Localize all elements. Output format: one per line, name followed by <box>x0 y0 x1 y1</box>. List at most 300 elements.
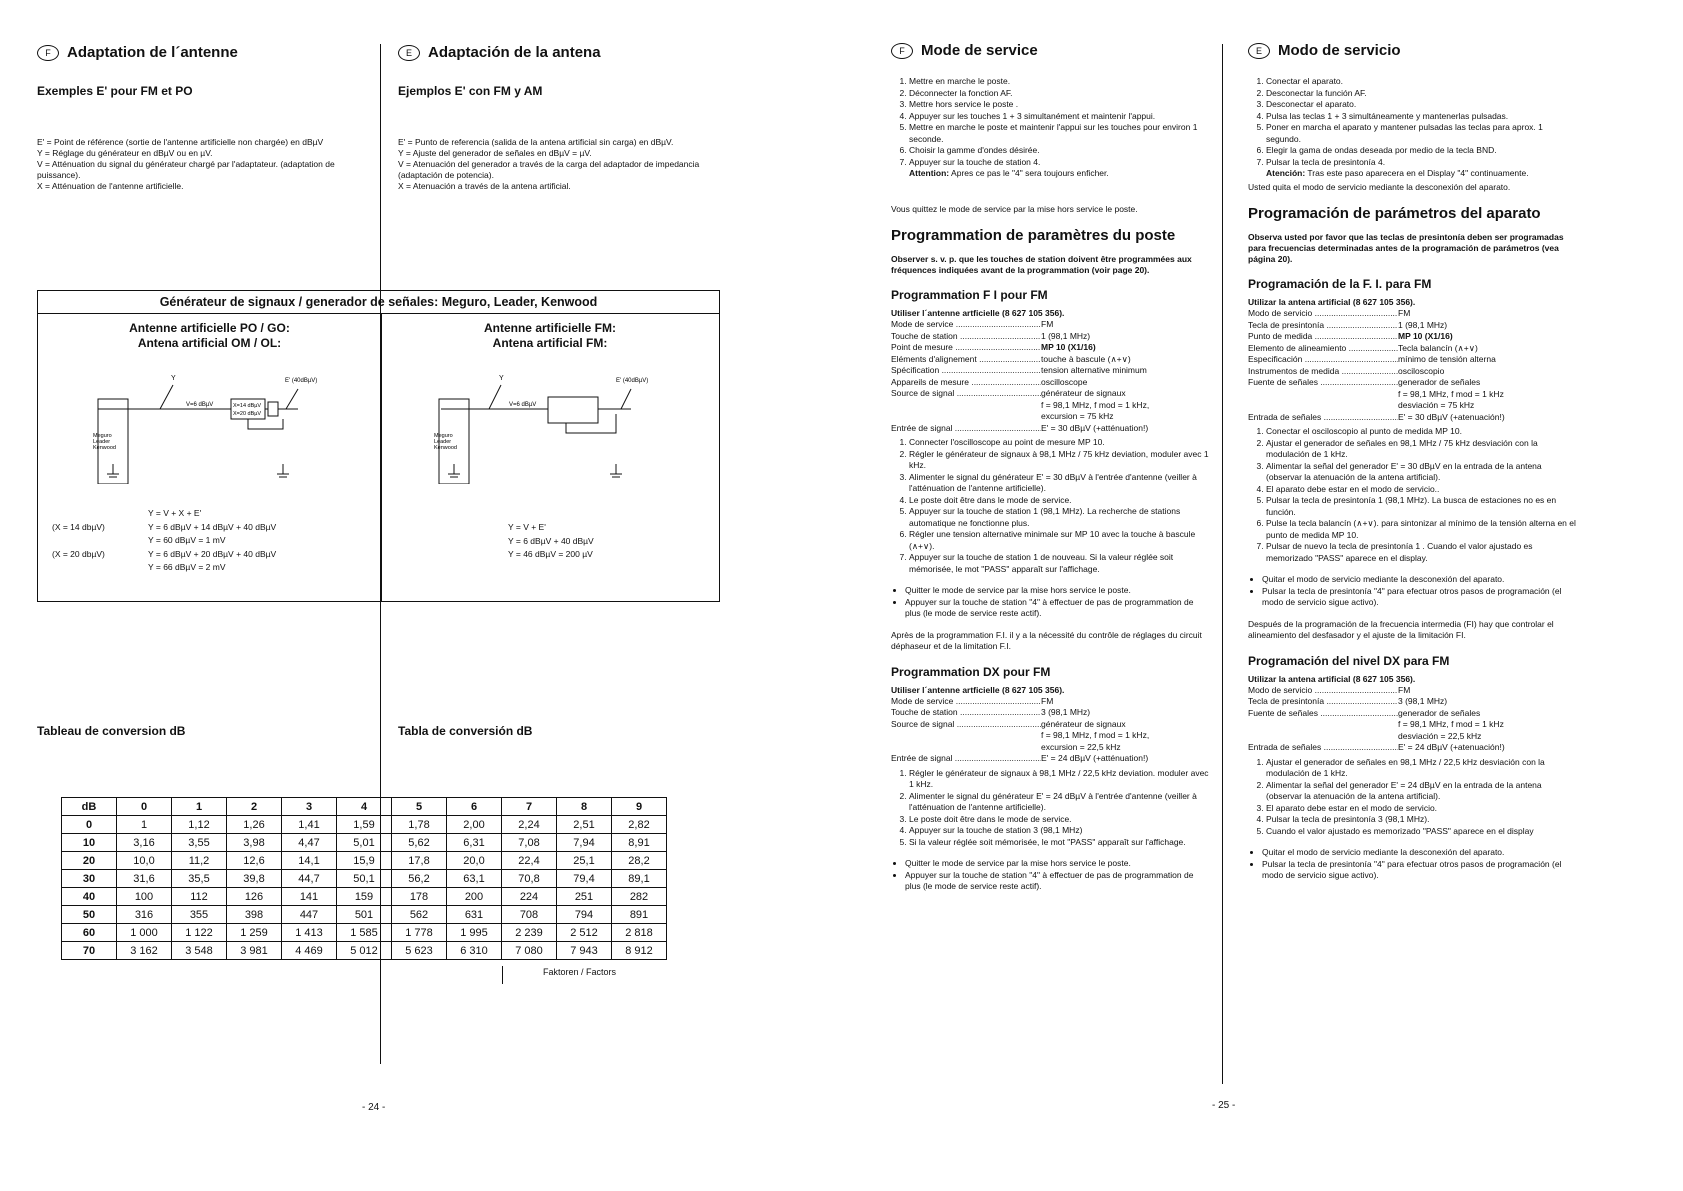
generator-divider <box>381 314 382 601</box>
table-cell: 2,24 <box>502 816 557 834</box>
loop-line <box>248 419 283 429</box>
am-antenna-title <box>38 321 381 351</box>
table-cell: 2,51 <box>557 816 612 834</box>
x-condition: (X = 14 dbµV) <box>52 521 105 532</box>
table-cell: 501 <box>337 906 392 924</box>
setting-value: oscilloscope <box>1041 376 1088 387</box>
list-item: 6. Régler une tension alternative minimale sur MP 10 avec la touche à bascule (∧+∨). <box>909 529 1211 552</box>
table-header-cell: 3 <box>282 798 337 816</box>
definition: E' = Point de référence (sortie de l'antenne artificielle non chargée) en dBµV <box>37 137 324 147</box>
setting-value: FM <box>1398 684 1411 695</box>
definition: V = Atenuación del generador a través de la carga del adaptador de impedancia (adaptación de potencia). <box>398 159 700 180</box>
list-item: 3. Le poste doit être dans le mode de service. <box>909 814 1211 826</box>
list-item: 1. Conectar el aparato. <box>1266 76 1578 88</box>
table-body <box>62 816 667 960</box>
setting-key: Tecla de presintonía ..... <box>1248 696 1398 708</box>
table-row-header: 20 <box>62 852 117 870</box>
signal-spec <box>891 730 1211 753</box>
attention-label: Attention: <box>909 168 950 178</box>
setting-key: Point de mesure ..... <box>891 342 1041 354</box>
fr-fi-antenna: Utiliser l´antenne artficielle (8 627 105 356). <box>891 308 1065 318</box>
table-cell: 50,1 <box>337 870 392 888</box>
table-cell: 159 <box>337 888 392 906</box>
list-item: 4. Appuyer sur les touches 1 + 3 simultanément et maintenir l'appui. <box>909 111 1211 123</box>
setting-value: FM <box>1041 695 1054 706</box>
setting-value: generador de señales <box>1398 707 1481 718</box>
setting-value: Tecla balancín (∧+∨) <box>1398 342 1478 353</box>
setting-key: Punto de medida ..... <box>1248 331 1398 343</box>
list-item: 7. Pulsar la tecla de presintonía 4. <box>1266 157 1578 169</box>
setting-key: Entrée de signal ..... <box>891 753 1041 765</box>
fr-column <box>891 76 1211 893</box>
table-cell: 4 469 <box>282 942 337 960</box>
table-row <box>62 870 667 888</box>
list-item: 6. Pulse la tecla balancín (∧+∨). para sintonizar al mínimo de la tensión alterna en el punto de medida MP 10. <box>1266 518 1578 541</box>
signal-spec <box>1248 719 1578 742</box>
table-row-header: 30 <box>62 870 117 888</box>
table-cell: 7,94 <box>557 834 612 852</box>
list-item: 2. Alimentar la señal del generador E' = 24 dBµV en la entrada de la antena (observar la atenuación de la antena artificial). <box>1266 780 1578 803</box>
list-item: 4. El aparato debe estar en el modo de servicio.. <box>1266 484 1578 496</box>
table-cell: 56,2 <box>392 870 447 888</box>
definition: Y = Ajuste del generador de señales en dBµV = µV. <box>398 148 592 158</box>
setting-value: 1 (98,1 MHz) <box>1041 330 1091 341</box>
es-prog-heading: Programación de parámetros del aparato <box>1248 205 1541 222</box>
table-cell: 100 <box>117 888 172 906</box>
list-item: • Appuyer sur la touche de station "4" à effectuer de pas de programmation de plus (le mode de service reste actif). <box>905 597 1211 620</box>
es-dx-bullets <box>1248 847 1578 882</box>
list-item: 3. El aparato debe estar en el modo de servicio. <box>1266 803 1578 815</box>
am-title-fr: Antenne artificielle PO / GO: <box>129 321 290 335</box>
table-cell: 708 <box>502 906 557 924</box>
signal-spec-line: f = 98,1 MHz, f mod = 1 kHz <box>1398 719 1504 729</box>
table-row <box>62 834 667 852</box>
table-cell: 6,31 <box>447 834 502 852</box>
signal-spec <box>1248 389 1578 412</box>
fr-attention <box>891 168 1211 180</box>
es-service-heading <box>1248 42 1401 59</box>
page-number-right: - 25 - <box>1212 1100 1236 1111</box>
x-condition: (X = 20 dbµV) <box>52 548 105 559</box>
signal-generator-box <box>37 290 720 602</box>
table-row-header: 10 <box>62 834 117 852</box>
signal-spec-line: desviación = 22,5 kHz <box>1398 730 1482 741</box>
table-cell: 10,0 <box>117 852 172 870</box>
table-cell: 631 <box>447 906 502 924</box>
table-cell: 316 <box>117 906 172 924</box>
setting-value: E' = 24 dBµV (+atténuation!) <box>1041 753 1149 763</box>
fr-service-heading <box>891 42 1038 59</box>
table-cell: 31,6 <box>117 870 172 888</box>
table-cell: 2 818 <box>612 924 667 942</box>
e-label: E' (40dBµV) <box>616 378 649 384</box>
formula: Y = 6 dBµV + 40 dBµV <box>508 535 594 546</box>
setting-key: Mode de service ..... <box>891 696 1041 708</box>
column-divider-right <box>1222 44 1223 1084</box>
list-item: • Quitter le mode de service par la mise hors service le poste. <box>905 585 1211 597</box>
setting-key: Fuente de señales ..... <box>1248 377 1398 389</box>
table-row <box>62 906 667 924</box>
table-header-cell: 4 <box>337 798 392 816</box>
table-cell: 70,8 <box>502 870 557 888</box>
setting-key: Mode de service ..... <box>891 319 1041 331</box>
table-header-cell: 9 <box>612 798 667 816</box>
table-cell: 3,98 <box>227 834 282 852</box>
table-header-row <box>62 798 667 816</box>
table-cell: 1,12 <box>172 816 227 834</box>
fr-prog-heading: Programmation de paramètres du poste <box>891 227 1176 244</box>
fm-antenna-diagram <box>431 369 671 484</box>
table-row-header: 50 <box>62 906 117 924</box>
list-item: 1. Régler le générateur de signaux à 98,1 MHz / 22,5 kHz deviation. moduler avec 1 kHz. <box>909 768 1211 791</box>
es-dx-settings <box>1248 685 1578 720</box>
setting-value: E' = 30 dBµV (+atténuation!) <box>1041 422 1149 433</box>
language-badge-fr: F <box>891 43 913 59</box>
table-cell: 1 585 <box>337 924 392 942</box>
list-item: 5. Appuyer sur la touche de station 1 (98,1 MHz). La recherche de stations automatique ne fonctionne plus. <box>909 506 1211 529</box>
page-number-left: - 24 - <box>362 1102 386 1113</box>
list-item: 3. Alimenter le signal du générateur E' = 30 dBµV à l'entrée d'antenne (veiller à l'atténuation de l'antenne artificielle). <box>909 472 1211 495</box>
formula: Y = 66 dBµV = 2 mV <box>148 562 226 572</box>
table-cell: 14,1 <box>282 852 337 870</box>
table-cell: 7 080 <box>502 942 557 960</box>
table-cell: 3 548 <box>172 942 227 960</box>
table-cell: 5,62 <box>392 834 447 852</box>
setting-value: 3 (98,1 MHz) <box>1398 696 1448 706</box>
table-cell: 1,78 <box>392 816 447 834</box>
list-item: 4. Pulsar la tecla de presintonía 3 (98,1 MHz). <box>1266 814 1578 826</box>
table-cell: 1 000 <box>117 924 172 942</box>
signal-spec-line: desviación = 75 kHz <box>1398 400 1475 410</box>
formula: Y = 6 dBµV + 20 dBµV + 40 dBµV <box>148 548 277 559</box>
setting-value: E' = 30 dBµV (+atenuación!) <box>1398 411 1505 422</box>
list-item: 4. Le poste doit être dans le mode de service. <box>909 495 1211 507</box>
definition: E' = Punto de referencia (salida de la antena artificial sin carga) en dBµV. <box>398 137 674 147</box>
signal-spec-line: f = 98,1 MHz, f mod = 1 kHz <box>1398 388 1504 399</box>
setting-key: Tecla de presintonía ..... <box>1248 320 1398 332</box>
ground-symbol-left <box>107 464 119 477</box>
setting-value: FM <box>1041 319 1054 329</box>
ground-symbol-right <box>610 464 622 477</box>
setting-key: Entrée de signal ..... <box>891 423 1041 435</box>
table-row <box>62 924 667 942</box>
table-cell: 7,08 <box>502 834 557 852</box>
list-item: • Pulsar la tecla de presintonía "4" para efectuar otros pasos de programación (el modo de servicio sigue activo). <box>1262 586 1578 609</box>
db-conversion-table <box>61 797 667 960</box>
table-row <box>62 888 667 906</box>
es-fi-antenna: Utilizar la antena artificial (8 627 105 356). <box>1248 297 1416 307</box>
signal-spec-line: f = 98,1 MHz, f mod = 1 kHz, <box>1041 399 1150 410</box>
am-formulas <box>52 507 276 575</box>
es-fi-input <box>1248 412 1578 424</box>
list-item: 6. Elegir la gama de ondas deseada por medio de la tecla BND. <box>1266 145 1578 157</box>
fr-service-heading-text: Mode de service <box>921 42 1038 59</box>
es-quit-note: Usted quita el modo de servicio mediante la desconexión del aparato. <box>1248 181 1511 192</box>
table-cell: 39,8 <box>227 870 282 888</box>
es-service-heading-text: Modo de servicio <box>1278 42 1401 59</box>
table-cell: 63,1 <box>447 870 502 888</box>
fm-title-fr: Antenne artificielle FM: <box>483 321 617 335</box>
es-conversion-title: Tabla de conversión dB <box>398 724 533 738</box>
list-item: • Quitar el modo de servicio mediante la desconexión del aparato. <box>1262 847 1578 859</box>
fr-quit-note: Vous quittez le mode de service par la mise hors service le poste. <box>891 203 1138 214</box>
table-cell: 4,47 <box>282 834 337 852</box>
list-item: • Quitter le mode de service par la mise hors service le poste. <box>905 858 1211 870</box>
table-cell: 3,16 <box>117 834 172 852</box>
am-antenna-diagram <box>88 369 348 484</box>
setting-value: générateur de signaux <box>1041 388 1126 398</box>
list-item: 5. Cuando el valor ajustado es memorizado "PASS" aparece en el display <box>1266 826 1578 838</box>
table-cell: 7 943 <box>557 942 612 960</box>
setting-value: MP 10 (X1/16) <box>1398 331 1453 341</box>
x-label-2: X=20 dBµV <box>233 411 262 417</box>
list-item: • Appuyer sur la touche de station "4" à effectuer de pas de programmation de plus (le mode de service reste actif). <box>905 870 1211 893</box>
table-cell: 224 <box>502 888 557 906</box>
setting-value: générateur de signaux <box>1041 718 1126 729</box>
fr-fi-input <box>891 423 1211 435</box>
pointer-line <box>160 385 173 409</box>
definition: X = Atténuation de l'antenne artificielle. <box>37 181 184 191</box>
setting-key: Fuente de señales ..... <box>1248 708 1398 720</box>
table-cell: 22,4 <box>502 852 557 870</box>
table-header-cell: 2 <box>227 798 282 816</box>
list-item: 1. Connecter l'oscilloscope au point de mesure MP 10. <box>909 437 1211 449</box>
fr-fi-steps <box>891 437 1211 575</box>
signal-spec-line: excursion = 75 kHz <box>1041 411 1114 421</box>
es-antenna-heading <box>398 44 601 61</box>
es-prog-note: Observa usted por favor que las teclas de presintonía deben ser programadas para frecuencias determinadas antes de la programación de parámetros (vea página 20). <box>1248 232 1564 264</box>
table-row <box>62 942 667 960</box>
fr-definitions <box>37 137 362 192</box>
setting-key: Entrada de señales ..... <box>1248 742 1398 754</box>
table-cell: 3 162 <box>117 942 172 960</box>
setting-key: Elemento de alineamiento ..... <box>1248 343 1398 355</box>
source-meguro: Meguro <box>434 433 453 439</box>
list-item: • Pulsar la tecla de presintonía "4" para efectuar otros pasos de programación (el modo de servicio sigue activo). <box>1262 859 1578 882</box>
table-cell: 1,26 <box>227 816 282 834</box>
list-item: 4. Appuyer sur la touche de station 3 (98,1 MHz) <box>909 825 1211 837</box>
table-cell: 355 <box>172 906 227 924</box>
es-examples-subheading: Ejemplos E' con FM y AM <box>398 84 543 98</box>
list-item: 5. Poner en marcha el aparato y mantener pulsadas las teclas para aprox. 1 segundo. <box>1266 122 1578 145</box>
setting-key: Touche de station ..... <box>891 331 1041 343</box>
table-row-header: 60 <box>62 924 117 942</box>
fr-prog-note: Observer s. v. p. que les touches de station doivent être programmées aux fréquences indiquées avant de la programmation (voir page 20). <box>891 254 1192 275</box>
es-column <box>1248 76 1578 882</box>
table-cell: 79,4 <box>557 870 612 888</box>
table-cell: 20,0 <box>447 852 502 870</box>
table-cell: 1 778 <box>392 924 447 942</box>
attention-text: Tras este paso aparecera en el Display "4" continuamente. <box>1307 168 1529 178</box>
table-header-cell: 1 <box>172 798 227 816</box>
generator-title: Générateur de signaux / generador de señales: Meguro, Leader, Kenwood <box>38 291 719 314</box>
setting-key: Modo de servicio ..... <box>1248 685 1398 697</box>
table-header-cell: 7 <box>502 798 557 816</box>
table-cell: 251 <box>557 888 612 906</box>
fr-conversion-title: Tableau de conversion dB <box>37 724 186 738</box>
setting-key: Source de signal ..... <box>891 719 1041 731</box>
es-fi-settings <box>1248 308 1578 389</box>
definition: Y = Réglage du générateur en dBµV ou en µV. <box>37 148 213 158</box>
es-service-steps <box>1248 76 1578 168</box>
attention-text: Apres ce pas le "4" sera toujours enficher. <box>951 168 1109 178</box>
language-badge-es: E <box>1248 43 1270 59</box>
fr-fi-bullets <box>891 585 1211 620</box>
source-leader: Leader <box>93 439 111 445</box>
list-item: 1. Ajustar el generador de señales en 98,1 MHz / 22,5 kHz desviación con la modulación de 1 kHz. <box>1266 757 1578 780</box>
table-cell: 398 <box>227 906 282 924</box>
setting-key: Instrumentos de medida ..... <box>1248 366 1398 378</box>
table-cell: 1 122 <box>172 924 227 942</box>
fm-title-es: Antena artificial FM: <box>492 336 608 350</box>
e-pointer <box>286 389 298 409</box>
table-row <box>62 852 667 870</box>
setting-value: tension alternative minimum <box>1041 365 1147 375</box>
table-cell: 2,82 <box>612 816 667 834</box>
table-cell: 112 <box>172 888 227 906</box>
fr-antenna-heading-text: Adaptation de l´antenne <box>67 44 238 61</box>
table-cell: 891 <box>612 906 667 924</box>
list-item: • Quitar el modo de servicio mediante la desconexión del aparato. <box>1262 574 1578 586</box>
table-row <box>62 816 667 834</box>
list-item: 1. Conectar el osciloscopio al punto de medida MP 10. <box>1266 426 1578 438</box>
fr-fi-after: Après de la programmation F.I. il y a la nécessité du contrôle de réglages du circuit déphaseur et de la limitation F.I. <box>891 629 1202 651</box>
list-item: 7. Pulsar de nuevo la tecla de presintonía 1 . Cuando el valor ajustado es memorizado "PASS" aparece en el display. <box>1266 541 1578 564</box>
v-label: V=6 dBµV <box>186 402 214 408</box>
table-cell: 35,5 <box>172 870 227 888</box>
setting-key: Entrada de señales ..... <box>1248 412 1398 424</box>
list-item: 2. Déconnecter la fonction AF. <box>909 88 1211 100</box>
setting-key: Appareils de mesure ..... <box>891 377 1041 389</box>
es-dx-antenna: Utilizar la antena artificial (8 627 105 356). <box>1248 673 1416 684</box>
fr-service-steps <box>891 76 1211 168</box>
table-cell: 2,00 <box>447 816 502 834</box>
es-dx-heading: Programación del nivel DX para FM <box>1248 653 1450 668</box>
fr-antenna-heading <box>37 44 238 61</box>
setting-value: 3 (98,1 MHz) <box>1041 707 1091 717</box>
table-cell: 44,7 <box>282 870 337 888</box>
table-cell: 562 <box>392 906 447 924</box>
table-header-cell: 8 <box>557 798 612 816</box>
setting-key: Especificación ..... <box>1248 354 1398 366</box>
list-item: 5. Si la valeur réglée soit mémorisée, le mot "PASS" apparaît sur l'affichage. <box>909 837 1211 849</box>
signal-spec-line: excursion = 22,5 kHz <box>1041 741 1121 752</box>
table-cell: 6 310 <box>447 942 502 960</box>
fr-dx-antenna: Utiliser l´antenne artficielle (8 627 105 356). <box>891 684 1065 695</box>
fr-dx-heading: Programmation DX pour FM <box>891 664 1051 679</box>
table-cell: 15,9 <box>337 852 392 870</box>
list-item: 2. Alimenter le signal du générateur E' = 24 dBµV à l'entrée d'antenne (veiller à l'atténuation de l'antenne artificielle). <box>909 791 1211 814</box>
table-header-cell: 6 <box>447 798 502 816</box>
ground-symbol-right <box>277 464 289 477</box>
table-cell: 25,1 <box>557 852 612 870</box>
fr-fi-heading: Programmation F I pour FM <box>891 288 1048 302</box>
table-cell: 178 <box>392 888 447 906</box>
table-cell: 11,2 <box>172 852 227 870</box>
table-header-cell: 5 <box>392 798 447 816</box>
es-fi-heading: Programación de la F. I. para FM <box>1248 277 1432 291</box>
fr-dx-settings <box>891 696 1211 731</box>
table-cell: 3 981 <box>227 942 282 960</box>
source-leader: Leader <box>434 439 452 445</box>
table-row-header: 0 <box>62 816 117 834</box>
table-cell: 17,8 <box>392 852 447 870</box>
x-label-1: X=14 dBµV <box>233 403 262 409</box>
am-title-es: Antena artificial OM / OL: <box>137 336 282 350</box>
setting-key: Modo de servicio ..... <box>1248 308 1398 320</box>
table-header-cell: 0 <box>117 798 172 816</box>
list-item: 5. Mettre en marche le poste et maintenir l'appui sur les touches pour environ 1 seconde. <box>909 122 1211 145</box>
table-cell: 1 <box>117 816 172 834</box>
formula: Y = 46 dBµV = 200 µV <box>508 549 593 559</box>
e-label: E' (40dBµV) <box>285 378 318 384</box>
v-label: V=6 dBµV <box>509 402 537 408</box>
table-header-cell: dB <box>62 798 117 816</box>
source-kenwood: Kenwood <box>93 445 116 451</box>
e-pointer <box>621 389 631 409</box>
table-cell: 5,01 <box>337 834 392 852</box>
fr-dx-bullets <box>891 858 1211 893</box>
pointer-line <box>489 385 501 409</box>
diagram-y-label: Y <box>171 375 176 382</box>
es-attention <box>1248 168 1578 180</box>
formula: Y = V + X + E' <box>148 508 202 518</box>
formula: Y = V + E' <box>508 522 546 532</box>
table-cell: 200 <box>447 888 502 906</box>
signal-spec <box>891 400 1211 423</box>
table-cell: 12,6 <box>227 852 282 870</box>
table-cell: 2 512 <box>557 924 612 942</box>
table-row-header: 40 <box>62 888 117 906</box>
source-meguro: Meguro <box>93 433 112 439</box>
table-cell: 141 <box>282 888 337 906</box>
list-item: 3. Desconectar el aparato. <box>1266 99 1578 111</box>
es-fi-steps <box>1248 426 1578 564</box>
list-item: 2. Desconectar la función AF. <box>1266 88 1578 100</box>
formula: Y = 60 dBµV = 1 mV <box>148 535 226 545</box>
language-badge-fr: F <box>37 45 59 61</box>
table-cell: 2 239 <box>502 924 557 942</box>
list-item: 6. Choisir la gamme d'ondes désirée. <box>909 145 1211 157</box>
definition: V = Atténuation du signal du générateur chargé par l'adaptateur. (adaptation de puissance). <box>37 159 335 180</box>
fr-dx-input <box>891 753 1211 765</box>
table-cell: 3,55 <box>172 834 227 852</box>
list-item: 3. Mettre hors service le poste . <box>909 99 1211 111</box>
table-cell: 126 <box>227 888 282 906</box>
table-cell: 28,2 <box>612 852 667 870</box>
list-item: 3. Alimentar la señal del generador E' = 30 dBµV en la entrada de la antena (observar la atenuación de la antena artificial). <box>1266 461 1578 484</box>
table-row-header: 70 <box>62 942 117 960</box>
list-item: 1. Mettre en marche le poste. <box>909 76 1211 88</box>
table-cell: 1,59 <box>337 816 392 834</box>
fm-formulas <box>508 521 594 562</box>
table-cell: 8,91 <box>612 834 667 852</box>
signal-spec-line: f = 98,1 MHz, f mod = 1 kHz, <box>1041 730 1150 740</box>
table-cell: 1 259 <box>227 924 282 942</box>
table-cell: 5 012 <box>337 942 392 960</box>
table-cell: 1,41 <box>282 816 337 834</box>
es-fi-after: Después de la programación de la frecuencia intermedia (FI) hay que controlar el alineamiento del desfasador y el ajuste de la limitación FI. <box>1248 618 1554 640</box>
fr-examples-subheading: Exemples E' pour FM et PO <box>37 84 193 98</box>
es-dx-steps <box>1248 757 1578 838</box>
table-cell: 89,1 <box>612 870 667 888</box>
es-dx-input <box>1248 742 1578 754</box>
es-fi-bullets <box>1248 574 1578 609</box>
table-cell: 447 <box>282 906 337 924</box>
table-cell: 1 995 <box>447 924 502 942</box>
source-kenwood: Kenwood <box>434 445 457 451</box>
setting-key: Touche de station ..... <box>891 707 1041 719</box>
